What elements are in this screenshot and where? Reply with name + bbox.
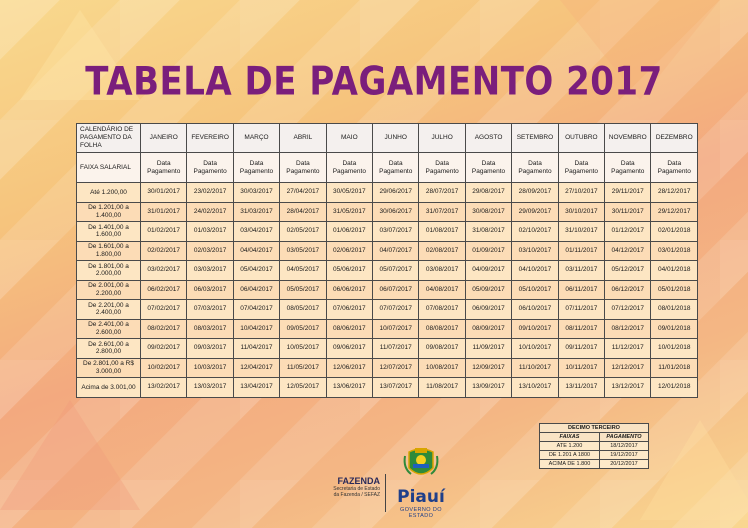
decimo-data: 19/12/2017 <box>599 451 648 460</box>
date-cell: 27/04/2017 <box>280 183 326 203</box>
table-row <box>77 280 698 300</box>
date-cell: 13/10/2017 <box>512 378 558 398</box>
date-cell: 08/05/2017 <box>280 300 326 320</box>
table-row <box>77 378 698 398</box>
date-cell: 10/04/2017 <box>233 319 279 339</box>
date-cell: 08/11/2017 <box>558 319 604 339</box>
data-pagamento-label: Data Pagamento <box>187 153 233 183</box>
date-cell: 30/08/2017 <box>465 202 511 222</box>
decimo-faixa: ATE 1.200 <box>540 442 600 451</box>
date-cell: 08/02/2017 <box>141 319 187 339</box>
date-cell: 30/06/2017 <box>373 202 419 222</box>
faixa-cell: De 2.201,00 a 2.400,00 <box>77 300 141 320</box>
date-cell: 10/07/2017 <box>373 319 419 339</box>
date-cell: 02/03/2017 <box>187 241 233 261</box>
date-cell: 13/09/2017 <box>465 378 511 398</box>
date-cell: 06/02/2017 <box>141 280 187 300</box>
date-cell: 06/04/2017 <box>233 280 279 300</box>
date-cell: 06/11/2017 <box>558 280 604 300</box>
decimo-faixa: DE 1.201 A 1800 <box>540 451 600 460</box>
date-cell: 07/03/2017 <box>187 300 233 320</box>
faixa-cell: De 2.601,00 a 2.800,00 <box>77 339 141 359</box>
date-cell: 07/11/2017 <box>558 300 604 320</box>
date-cell: 01/08/2017 <box>419 222 465 242</box>
date-cell: 31/07/2017 <box>419 202 465 222</box>
date-cell: 12/09/2017 <box>465 358 511 378</box>
date-cell: 28/09/2017 <box>512 183 558 203</box>
faixa-cell: De 1.801,00 a 2.000,00 <box>77 261 141 281</box>
date-cell: 03/08/2017 <box>419 261 465 281</box>
date-cell: 01/11/2017 <box>558 241 604 261</box>
faixa-cell: Acima de 3.001,00 <box>77 378 141 398</box>
date-cell: 03/05/2017 <box>280 241 326 261</box>
date-cell: 31/10/2017 <box>558 222 604 242</box>
date-cell: 02/08/2017 <box>419 241 465 261</box>
date-cell: 11/07/2017 <box>373 339 419 359</box>
month-header: SETEMBRO <box>512 124 558 153</box>
date-cell: 11/04/2017 <box>233 339 279 359</box>
date-cell: 04/10/2017 <box>512 261 558 281</box>
table-row <box>77 339 698 359</box>
table-row <box>77 261 698 281</box>
data-pagamento-label: Data Pagamento <box>373 153 419 183</box>
faixa-cell: Até 1.200,00 <box>77 183 141 203</box>
table-header-row <box>77 124 698 153</box>
date-cell: 04/05/2017 <box>280 261 326 281</box>
table-row <box>77 202 698 222</box>
date-cell: 29/12/2017 <box>651 202 698 222</box>
data-pagamento-label: Data Pagamento <box>558 153 604 183</box>
date-cell: 29/08/2017 <box>465 183 511 203</box>
date-cell: 29/06/2017 <box>373 183 419 203</box>
date-cell: 13/11/2017 <box>558 378 604 398</box>
month-header: JUNHO <box>373 124 419 153</box>
decimo-terceiro-table <box>539 423 649 469</box>
date-cell: 07/04/2017 <box>233 300 279 320</box>
data-pagamento-label: Data Pagamento <box>280 153 326 183</box>
faixa-cell: De 1.201,00 a 1.400,00 <box>77 202 141 222</box>
date-cell: 10/11/2017 <box>558 358 604 378</box>
date-cell: 28/04/2017 <box>280 202 326 222</box>
date-cell: 02/05/2017 <box>280 222 326 242</box>
date-cell: 09/06/2017 <box>326 339 372 359</box>
piaui-subtitle: GOVERNO DO ESTADO <box>400 507 442 519</box>
faixa-cell: De 1.601,00 a 1.800,00 <box>77 241 141 261</box>
date-cell: 04/01/2018 <box>651 261 698 281</box>
date-cell: 08/09/2017 <box>465 319 511 339</box>
date-cell: 30/03/2017 <box>233 183 279 203</box>
month-header: DEZEMBRO <box>651 124 698 153</box>
date-cell: 10/03/2017 <box>187 358 233 378</box>
date-cell: 13/06/2017 <box>326 378 372 398</box>
table-row <box>77 183 698 203</box>
table-row <box>77 241 698 261</box>
date-cell: 11/05/2017 <box>280 358 326 378</box>
date-cell: 31/03/2017 <box>233 202 279 222</box>
date-cell: 04/07/2017 <box>373 241 419 261</box>
faixa-cell: De 2.001,00 a 2.200,00 <box>77 280 141 300</box>
date-cell: 12/01/2018 <box>651 378 698 398</box>
date-cell: 09/02/2017 <box>141 339 187 359</box>
date-cell: 01/02/2017 <box>141 222 187 242</box>
month-header: JANEIRO <box>141 124 187 153</box>
date-cell: 12/05/2017 <box>280 378 326 398</box>
date-cell: 05/05/2017 <box>280 280 326 300</box>
month-header: MAIO <box>326 124 372 153</box>
date-cell: 02/10/2017 <box>512 222 558 242</box>
date-cell: 03/10/2017 <box>512 241 558 261</box>
month-header: JULHO <box>419 124 465 153</box>
date-cell: 06/07/2017 <box>373 280 419 300</box>
month-header: ABRIL <box>280 124 326 153</box>
date-cell: 11/01/2018 <box>651 358 698 378</box>
month-header: NOVEMBRO <box>605 124 651 153</box>
date-cell: 09/01/2018 <box>651 319 698 339</box>
date-cell: 07/08/2017 <box>419 300 465 320</box>
table-row <box>77 300 698 320</box>
fazenda-subtitle-line: Secretaria de Estado <box>333 486 380 492</box>
date-cell: 09/10/2017 <box>512 319 558 339</box>
date-cell: 30/11/2017 <box>605 202 651 222</box>
date-cell: 28/12/2017 <box>651 183 698 203</box>
decimo-faixa: ACIMA DE 1.800 <box>540 460 600 469</box>
payment-table <box>76 123 698 398</box>
table-row <box>77 222 698 242</box>
date-cell: 04/12/2017 <box>605 241 651 261</box>
date-cell: 10/05/2017 <box>280 339 326 359</box>
table-row <box>77 319 698 339</box>
date-cell: 11/09/2017 <box>465 339 511 359</box>
decimo-header-pagamento: PAGAMENTO <box>599 433 648 442</box>
background-shape <box>0 400 140 510</box>
date-cell: 30/10/2017 <box>558 202 604 222</box>
date-cell: 05/07/2017 <box>373 261 419 281</box>
date-cell: 29/09/2017 <box>512 202 558 222</box>
date-cell: 09/03/2017 <box>187 339 233 359</box>
date-cell: 28/07/2017 <box>419 183 465 203</box>
data-pagamento-label: Data Pagamento <box>651 153 698 183</box>
fazenda-logo <box>316 476 380 498</box>
date-cell: 01/03/2017 <box>187 222 233 242</box>
data-pagamento-label: Data Pagamento <box>512 153 558 183</box>
fazenda-name: FAZENDA <box>337 476 380 486</box>
month-header: AGOSTO <box>465 124 511 153</box>
date-cell: 31/01/2017 <box>141 202 187 222</box>
date-cell: 30/01/2017 <box>141 183 187 203</box>
fazenda-subtitle-line: da Fazenda / SEFAZ <box>333 492 380 498</box>
month-header: MARÇO <box>233 124 279 153</box>
faixa-cell: De 1.401,00 a 1.600,00 <box>77 222 141 242</box>
date-cell: 12/06/2017 <box>326 358 372 378</box>
date-cell: 02/01/2018 <box>651 222 698 242</box>
faixa-salarial-label: FAIXA SALARIAL <box>77 153 141 183</box>
date-cell: 06/06/2017 <box>326 280 372 300</box>
date-cell: 05/04/2017 <box>233 261 279 281</box>
date-cell: 06/03/2017 <box>187 280 233 300</box>
date-cell: 10/01/2018 <box>651 339 698 359</box>
date-cell: 08/01/2018 <box>651 300 698 320</box>
date-cell: 31/05/2017 <box>326 202 372 222</box>
piaui-name: Piauí <box>397 487 445 507</box>
month-header: OUTUBRO <box>558 124 604 153</box>
date-cell: 13/07/2017 <box>373 378 419 398</box>
date-cell: 30/05/2017 <box>326 183 372 203</box>
table-subheader-row <box>77 153 698 183</box>
data-pagamento-label: Data Pagamento <box>141 153 187 183</box>
date-cell: 12/04/2017 <box>233 358 279 378</box>
date-cell: 08/06/2017 <box>326 319 372 339</box>
date-cell: 12/07/2017 <box>373 358 419 378</box>
date-cell: 11/08/2017 <box>419 378 465 398</box>
date-cell: 10/10/2017 <box>512 339 558 359</box>
date-cell: 23/02/2017 <box>187 183 233 203</box>
data-pagamento-label: Data Pagamento <box>605 153 651 183</box>
date-cell: 31/08/2017 <box>465 222 511 242</box>
date-cell: 09/08/2017 <box>419 339 465 359</box>
date-cell: 04/04/2017 <box>233 241 279 261</box>
date-cell: 07/02/2017 <box>141 300 187 320</box>
piaui-logo <box>391 446 451 519</box>
date-cell: 29/11/2017 <box>605 183 651 203</box>
date-cell: 24/02/2017 <box>187 202 233 222</box>
decimo-data: 20/12/2017 <box>599 460 648 469</box>
data-pagamento-label: Data Pagamento <box>326 153 372 183</box>
date-cell: 01/06/2017 <box>326 222 372 242</box>
fazenda-subtitle <box>316 486 380 498</box>
date-cell: 05/10/2017 <box>512 280 558 300</box>
date-cell: 08/12/2017 <box>605 319 651 339</box>
decimo-data: 18/12/2017 <box>599 442 648 451</box>
date-cell: 06/10/2017 <box>512 300 558 320</box>
date-cell: 03/07/2017 <box>373 222 419 242</box>
date-cell: 09/11/2017 <box>558 339 604 359</box>
data-pagamento-label: Data Pagamento <box>233 153 279 183</box>
table-row <box>77 358 698 378</box>
background-shape <box>640 420 748 520</box>
date-cell: 07/07/2017 <box>373 300 419 320</box>
date-cell: 07/12/2017 <box>605 300 651 320</box>
date-cell: 09/05/2017 <box>280 319 326 339</box>
date-cell: 05/09/2017 <box>465 280 511 300</box>
date-cell: 05/01/2018 <box>651 280 698 300</box>
date-cell: 08/03/2017 <box>187 319 233 339</box>
faixa-cell: De 2.401,00 a 2.600,00 <box>77 319 141 339</box>
logo-divider <box>385 474 386 512</box>
date-cell: 03/03/2017 <box>187 261 233 281</box>
date-cell: 13/02/2017 <box>141 378 187 398</box>
date-cell: 08/08/2017 <box>419 319 465 339</box>
date-cell: 04/09/2017 <box>465 261 511 281</box>
date-cell: 06/09/2017 <box>465 300 511 320</box>
date-cell: 03/01/2018 <box>651 241 698 261</box>
corner-label: CALENDÁRIO DE PAGAMENTO DA FOLHA <box>77 124 141 153</box>
date-cell: 03/04/2017 <box>233 222 279 242</box>
page-title: TABELA DE PAGAMENTO 2017 <box>85 59 663 105</box>
date-cell: 10/08/2017 <box>419 358 465 378</box>
date-cell: 05/12/2017 <box>605 261 651 281</box>
date-cell: 06/12/2017 <box>605 280 651 300</box>
decimo-header-faixas: FAIXAS <box>540 433 600 442</box>
date-cell: 05/06/2017 <box>326 261 372 281</box>
date-cell: 12/12/2017 <box>605 358 651 378</box>
decimo-title: DECIMO TERCEIRO <box>540 424 649 433</box>
date-cell: 13/12/2017 <box>605 378 651 398</box>
date-cell: 01/09/2017 <box>465 241 511 261</box>
date-cell: 11/12/2017 <box>605 339 651 359</box>
date-cell: 10/02/2017 <box>141 358 187 378</box>
date-cell: 13/04/2017 <box>233 378 279 398</box>
date-cell: 02/06/2017 <box>326 241 372 261</box>
faixa-cell: De 2.801,00 a R$ 3.000,00 <box>77 358 141 378</box>
month-header: FEVEREIRO <box>187 124 233 153</box>
date-cell: 07/06/2017 <box>326 300 372 320</box>
date-cell: 04/08/2017 <box>419 280 465 300</box>
date-cell: 27/10/2017 <box>558 183 604 203</box>
date-cell: 01/12/2017 <box>605 222 651 242</box>
data-pagamento-label: Data Pagamento <box>465 153 511 183</box>
date-cell: 03/11/2017 <box>558 261 604 281</box>
date-cell: 13/03/2017 <box>187 378 233 398</box>
date-cell: 02/02/2017 <box>141 241 187 261</box>
data-pagamento-label: Data Pagamento <box>419 153 465 183</box>
date-cell: 11/10/2017 <box>512 358 558 378</box>
date-cell: 03/02/2017 <box>141 261 187 281</box>
state-coat-of-arms-icon <box>401 446 441 480</box>
